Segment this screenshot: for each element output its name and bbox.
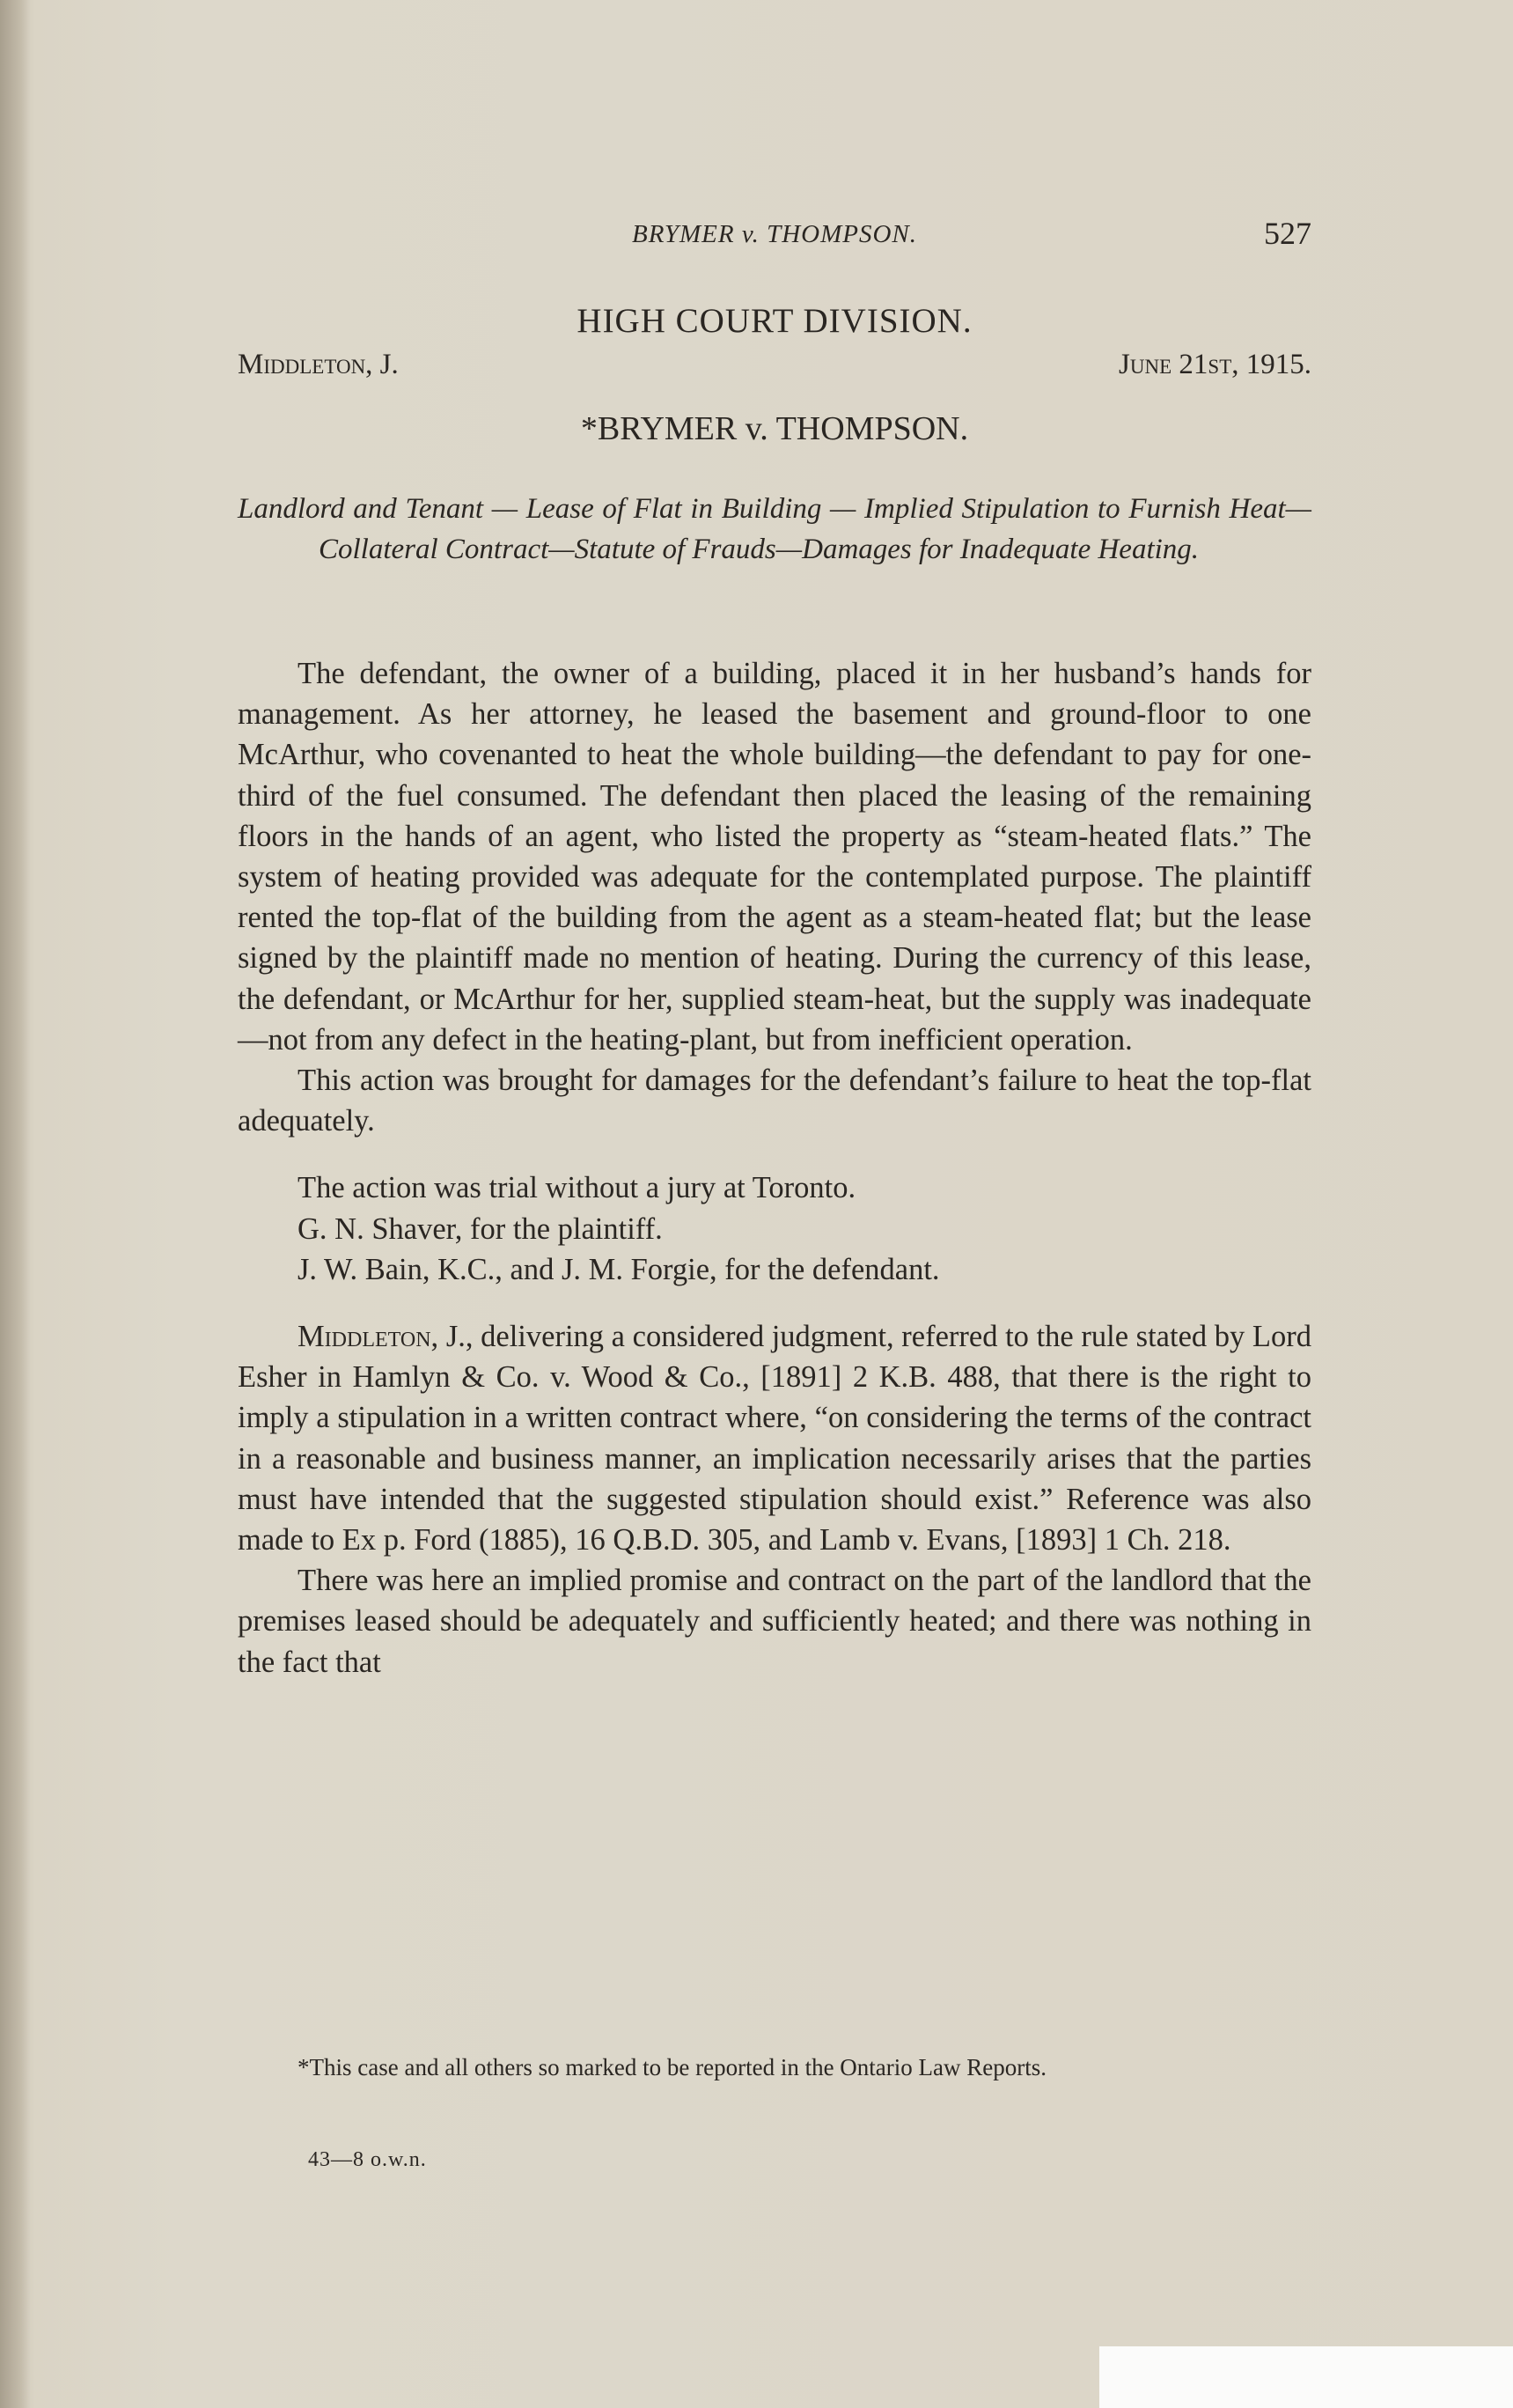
paragraph-facts: The defendant, the owner of a building, placed it in her husband’s hands for management. As her attorney, he leased the basement and ground-floor to one McArthur, who covenanted to heat the whole building—the defendant to pay for one-third of the fuel consumed. The defendant then placed the leasing of the remaining floors in the hands of an agent, who listed the property as “steam-heated flats.” The system of heating provided was adequate for the contemplated purpose. The plaintiff rented the top-flat of the building from the agent as a steam-heated flat; but the lease signed by the plaintiff made no mention of heating. During the currency of this lease, the defendant, or McArthur for her, supplied steam-heat, but the supply was inadequate—not from any defect in the heating-plant, but from inefficient operation.	[238, 657, 1311, 1057]
body-text	[238, 653, 1311, 1683]
court-heading: HIGH COURT DIVISION.	[577, 302, 973, 340]
judgment-text: delivering a considered judgment, referred to the rule stated by Lord Esher in Hamlyn & Co. v. Wood & Co., [1891] 2 K.B. 488, that there is the right to imply a stipulation in a written contract where, “on considering the terms of the contract in a reasonable and business manner, an implication necessarily arises that the parties must have intended that the suggested stipulation should exist.” Reference was also made to Ex p. Ford (1885), 16 Q.B.D. 305, and Lamb v. Evans, [1893] 1 Ch. 218.	[238, 1320, 1311, 1557]
paragraph-defendant-counsel: J. W. Bain, K.C., and J. M. Forgie, for the defendant.	[297, 1252, 940, 1286]
case-title: *BRYMER v. THOMPSON.	[580, 410, 969, 447]
running-head	[238, 216, 1311, 255]
paragraph-plaintiff-counsel: G. N. Shaver, for the plaintiff.	[297, 1211, 663, 1246]
headnote-text: Landlord and Tenant — Lease of Flat in Building — Implied Stipulation to Furnish Heat—Collateral Contract—Statute of Frauds—Damages for Inadequate Heating.	[238, 493, 1311, 565]
judge-name: Middleton, J.	[238, 349, 399, 380]
page-number: 527	[1264, 216, 1311, 251]
paragraph-implied-promise: There was here an implied promise and contract on the part of the landlord that the premises leased should be adequately and sufficiently heated; and there was nothing in the fact that	[238, 1564, 1311, 1679]
paragraph-action: This action was brought for damages for the defendant’s failure to heat the top-flat adequately.	[238, 1064, 1311, 1138]
book-binding-shadow	[0, 0, 30, 2408]
headnote	[238, 489, 1311, 570]
case-meta	[238, 349, 1311, 384]
printer-signature: 43—8 o.w.n.	[308, 2148, 427, 2171]
footnote	[238, 2051, 1311, 2083]
judgment-lead: Middleton, J.,	[297, 1320, 474, 1354]
paragraph-judgment	[238, 1316, 1311, 1560]
footnote-text: *This case and all others so marked to be reported in the Ontario Law Reports.	[297, 2054, 1047, 2080]
paragraph-trial: The action was trial without a jury at Toronto.	[297, 1171, 856, 1205]
running-title: BRYMER v. THOMPSON.	[631, 220, 917, 248]
judgment-date: June 21st, 1915.	[1119, 349, 1311, 380]
scan-corner	[1099, 2346, 1513, 2408]
